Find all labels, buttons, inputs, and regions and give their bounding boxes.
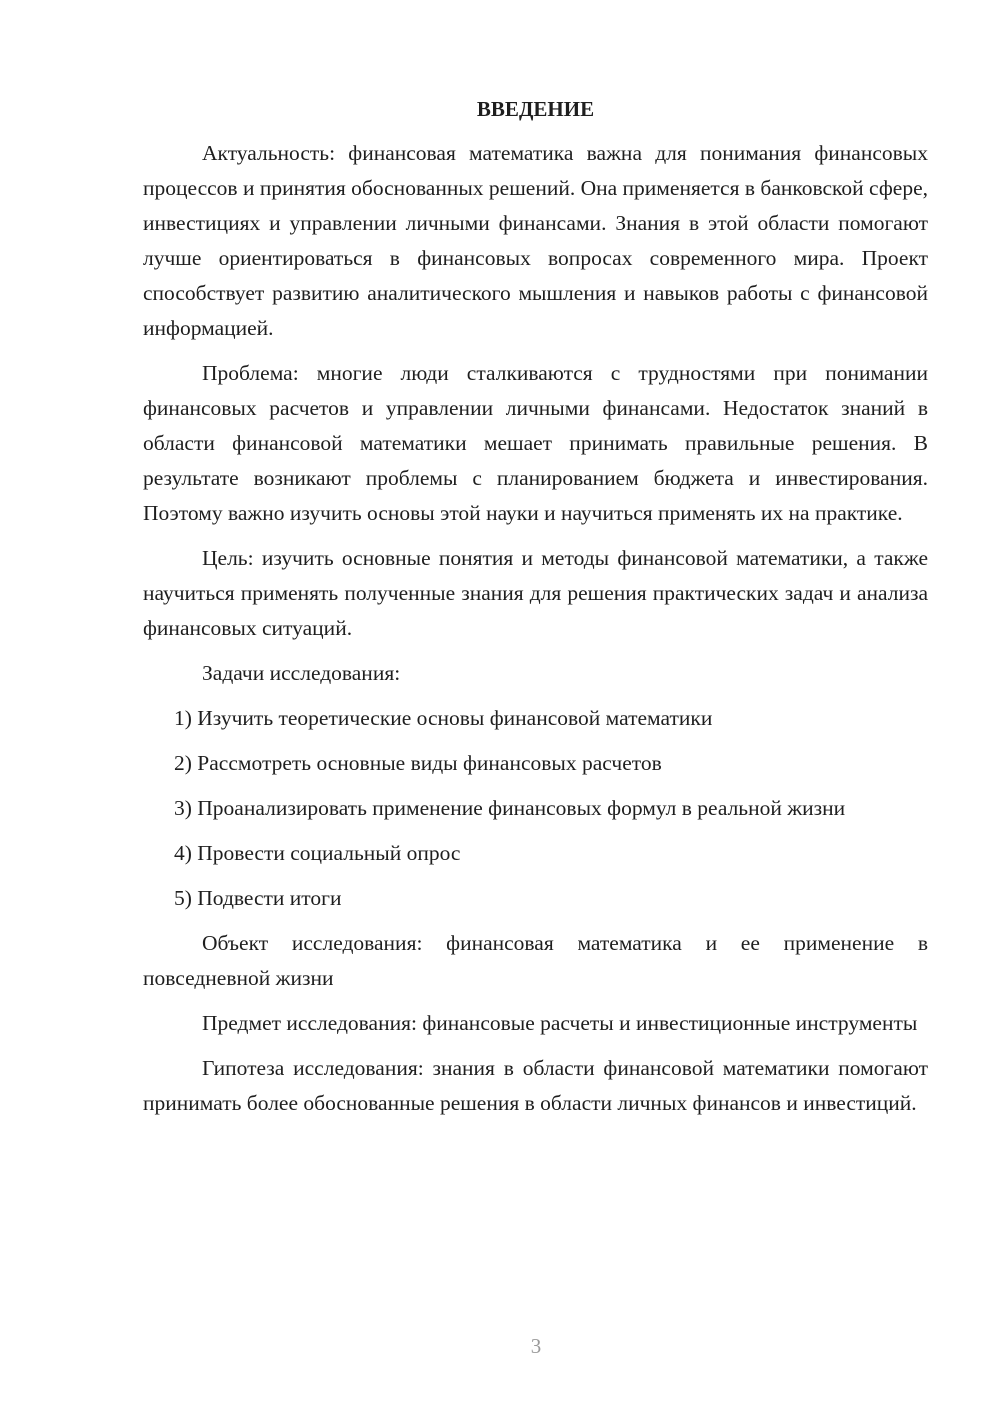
hypothesis-paragraph: Гипотеза исследования: знания в области финансовой математики помогают принимать более обоснованные решения в области личных финансов и инвестиций. xyxy=(143,1056,928,1115)
task-item: 3) Проанализировать применение финансовых формул в реальной жизни xyxy=(174,796,846,820)
task-item: 1) Изучить теоретические основы финансовой математики xyxy=(174,706,713,730)
goal-paragraph: Цель: изучить основные понятия и методы финансовой математики, а также научиться применять полученные знания для решения практических задач и анализа финансовых ситуаций. xyxy=(143,546,928,640)
object-paragraph: Объект исследования: финансовая математика и ее применение в повседневной жизни xyxy=(143,931,928,990)
task-item: 4) Провести социальный опрос xyxy=(174,841,461,865)
tasks-heading: Задачи исследования: xyxy=(202,661,401,685)
problem-paragraph: Проблема: многие люди сталкиваются с трудностями при понимании финансовых расчетов и управлении личными финансами. Недостаток знаний в области финансовой математики мешает принимать правильные решения. В результате возникают проблемы с планированием бюджета и инвестирования. Поэтому важно изучить основы этой науки и научиться применять их на практике. xyxy=(143,361,928,525)
task-item: 2) Рассмотреть основные виды финансовых расчетов xyxy=(174,751,662,775)
subject-paragraph: Предмет исследования: финансовые расчеты и инвестиционные инструменты xyxy=(202,1011,918,1035)
page-title: ВВЕДЕНИЕ xyxy=(476,97,595,121)
task-item: 5) Подвести итоги xyxy=(174,886,342,910)
page-content xyxy=(143,94,928,1131)
page-number: 3 xyxy=(530,1334,542,1358)
relevance-paragraph: Актуальность: финансовая математика важна для понимания финансовых процессов и принятия обоснованных решений. Она применяется в банковской сфере, инвестициях и управлении личными финансами. Знания в этой области помогают лучше ориентироваться в финансовых вопросах современного мира. Проект способствует развитию аналитического мышления и навыков работы с финансовой информацией. xyxy=(143,141,928,340)
